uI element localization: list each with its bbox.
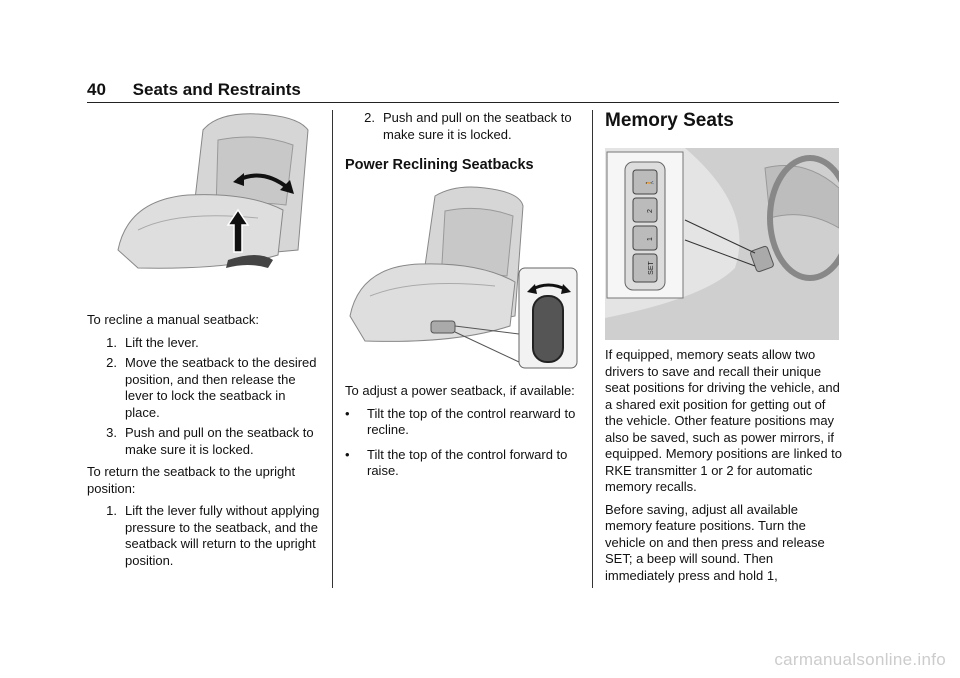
memory-para-1: If equipped, memory seats allow two drivers to save and recall their unique seat positions for driving the vehicle, and a shared exit position for getting out of the vehicle. Other feature positions may also be saved, such as power mirrors, if equipped. Memory positions are linked to RKE transmitter 1 or 2 for automatic memory recalls. — [605, 347, 843, 494]
power-intro: To adjust a power seatback, if available: — [345, 383, 575, 398]
power-reclining-heading: Power Reclining Seatbacks — [345, 157, 534, 173]
return-intro: To return the seatback to the upright position: — [87, 464, 296, 496]
list-item — [87, 355, 322, 421]
step-text: Lift the lever fully without applying pressure to the seatback, and the seatback will return to the upright position. — [125, 503, 320, 568]
recline-steps — [87, 335, 322, 459]
list-item — [87, 503, 322, 569]
header-rule — [87, 102, 839, 103]
step-number: 3. — [106, 425, 117, 440]
step-number: 1. — [106, 503, 117, 518]
list-item — [87, 425, 322, 458]
page-number: 40 — [87, 80, 106, 99]
column-3 — [605, 347, 845, 590]
manual-seat-figure — [108, 110, 318, 270]
bullet: • — [345, 446, 350, 462]
bullet: • — [345, 405, 350, 421]
column-divider-2 — [592, 110, 593, 588]
step-number: 2. — [364, 110, 375, 125]
column-2 — [345, 110, 580, 182]
step-text: Lift the lever. — [125, 334, 199, 350]
step-text: Push and pull on the seatback to make sure it is locked. — [125, 425, 314, 457]
column-1 — [87, 312, 322, 575]
bullet-text: Tilt the top of the control rearward to recline. — [367, 405, 576, 437]
section-title: Seats and Restraints — [132, 80, 301, 99]
column-divider-1 — [332, 110, 333, 588]
return-steps — [87, 503, 322, 569]
memory-button-set: SET — [648, 261, 655, 275]
recline-intro: To recline a manual seatback: — [87, 312, 259, 327]
step-text: Push and pull on the seatback to make sure it is locked. — [383, 110, 572, 142]
step-text: Move the seatback to the desired position, and then release the lever to lock the seatback in place. — [125, 355, 317, 420]
power-seat-figure — [345, 186, 580, 372]
memory-seat-figure — [605, 148, 839, 340]
column-2-lower — [345, 383, 580, 488]
memory-seats-heading: Memory Seats — [605, 110, 734, 131]
power-bullets — [345, 406, 580, 480]
memory-button-1: 1 — [647, 237, 654, 241]
memory-button-2: 2 — [647, 209, 654, 213]
step-number: 1. — [106, 334, 117, 350]
memory-button-exit: 🚶 — [647, 178, 654, 188]
list-item — [345, 406, 580, 439]
list-item — [87, 335, 322, 352]
continued-steps — [345, 110, 580, 143]
step-number: 2. — [106, 355, 117, 370]
memory-para-2: Before saving, adjust all available memory feature positions. Turn the vehicle on and then press and release SET; a beep will sound. Then immediately press and hold 1, — [605, 501, 825, 583]
watermark: carmanualsonline.info — [774, 650, 946, 669]
list-item — [345, 110, 580, 143]
list-item — [345, 447, 580, 480]
page-header — [87, 80, 301, 100]
bullet-text: Tilt the top of the control forward to raise. — [367, 446, 568, 478]
